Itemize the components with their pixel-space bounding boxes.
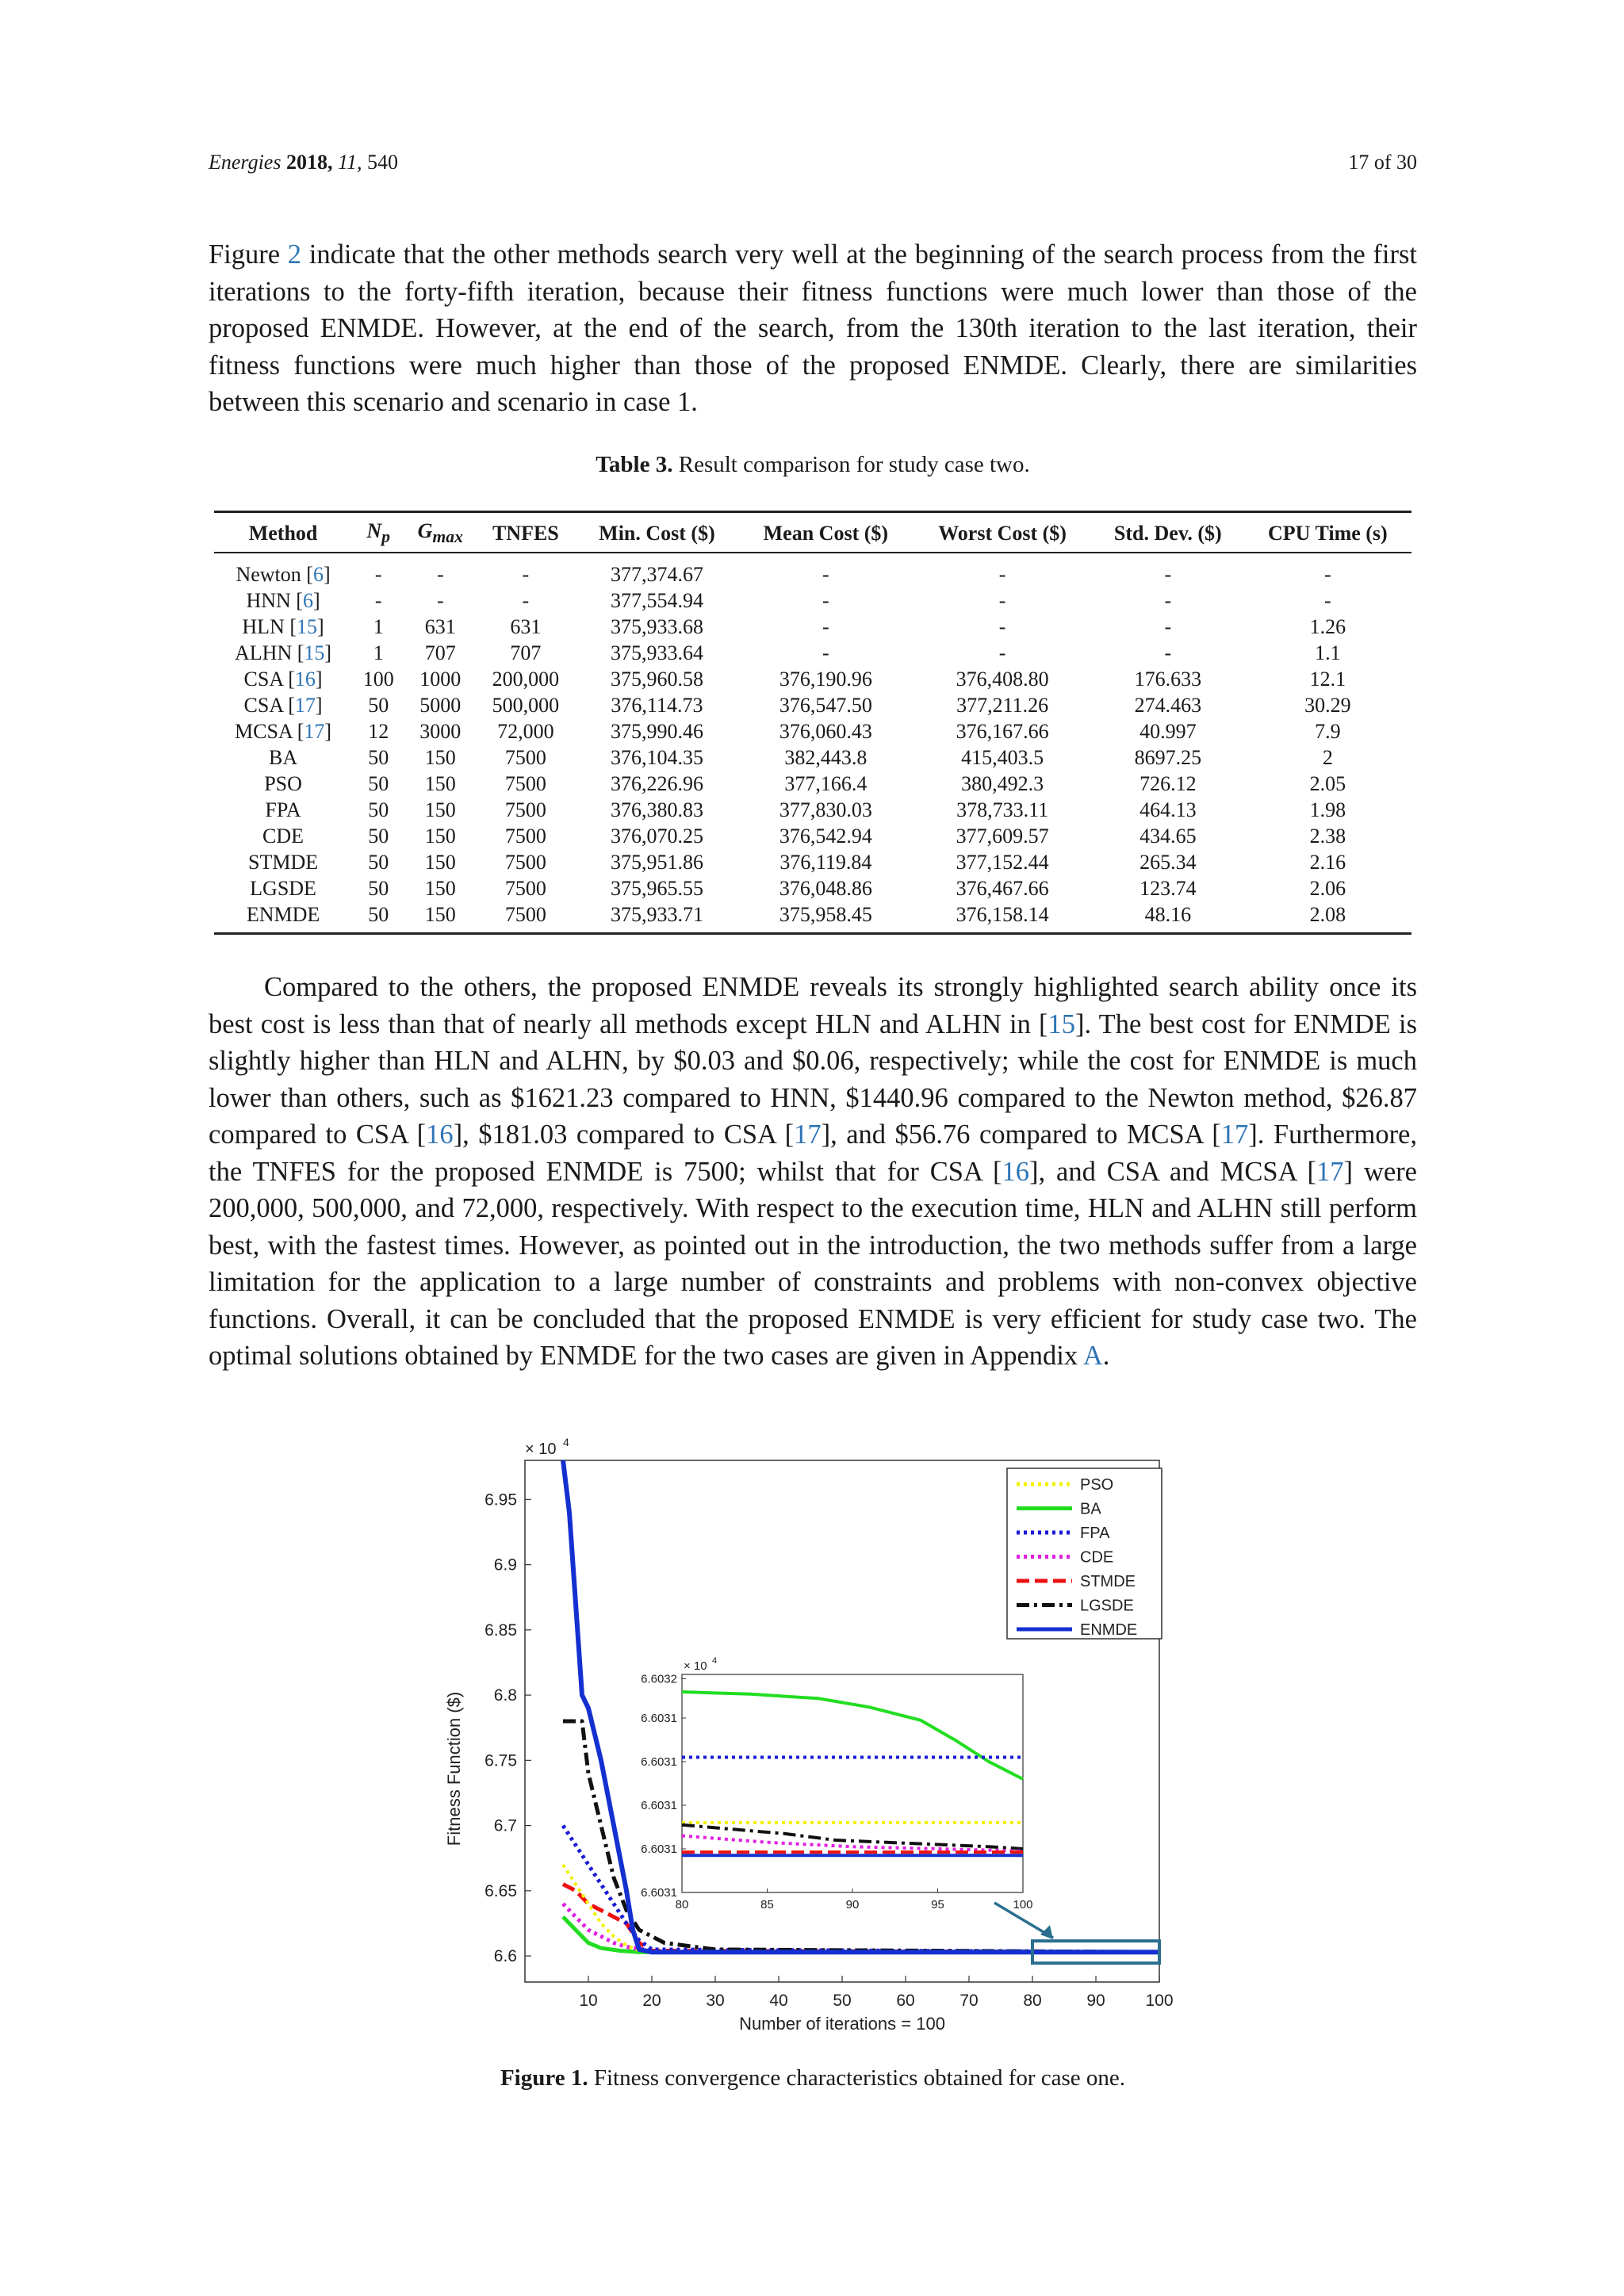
- table-cell: 434.65: [1139, 824, 1197, 848]
- table-cell: 378,733.11: [956, 798, 1049, 821]
- table-cell: -: [436, 562, 444, 586]
- cell-method: FPA: [265, 798, 301, 821]
- table-cell: 377,166.4: [784, 771, 868, 795]
- table-cell: 30.29: [1304, 693, 1351, 717]
- table-caption: Table 3. Result comparison for study case two.: [596, 452, 1030, 477]
- y-axis-label: Fitness Function ($): [444, 1691, 464, 1846]
- table-cell: 50: [368, 771, 389, 795]
- x-tick-label: 30: [706, 1992, 725, 2010]
- x-tick-label: 60: [896, 1992, 915, 2010]
- x-tick-label: 10: [579, 1992, 598, 2010]
- x-tick-label: 40: [769, 1992, 788, 2010]
- citation-link[interactable]: 17: [1316, 1156, 1344, 1187]
- paragraph-text: ] were 200,000, 500,000, and 72,000, respectively. With respect to the execution time, HLN and ALHN still perform best, with the fastest times. However, as pointed out in the introduction, the two methods suffer from a large limitation for the application to a large number of constraints and problems with non-convex objective functions. Overall, it can be concluded that the proposed ENMDE is very efficient for study case two. The optimal solutions obtained by ENMDE for the two cases are given in Appendix: [209, 1156, 1417, 1371]
- inset-multiplier: × 10: [684, 1659, 707, 1673]
- table-cell: -: [522, 588, 530, 612]
- table-cell: -: [822, 614, 829, 638]
- citation-link[interactable]: 17: [794, 1119, 822, 1150]
- table-cell: 380,492.3: [961, 771, 1044, 795]
- table-cell: 376,070.25: [610, 824, 703, 848]
- table-cell: 1.98: [1309, 798, 1346, 821]
- inset-y-tick-label: 6.6031: [641, 1843, 677, 1856]
- table-row: [214, 587, 1411, 614]
- table-row: [214, 849, 1411, 875]
- page-header: [209, 151, 1417, 182]
- cell-method: Newton [6]: [236, 562, 331, 586]
- inset-y-tick-label: 6.6031: [641, 1755, 677, 1769]
- table-cell: -: [436, 588, 444, 612]
- table-cell: 8697.25: [1134, 745, 1202, 769]
- table-cell: 2.38: [1309, 824, 1346, 848]
- table-cell: 50: [352, 901, 404, 934]
- col-tnfes: TNFES: [476, 512, 575, 553]
- paragraph-text: ], and CSA and MCSA [: [1028, 1156, 1317, 1187]
- table-cell: -: [1324, 588, 1331, 612]
- table-cell: 12: [368, 719, 389, 743]
- table-cell: -: [998, 641, 1006, 664]
- series-line-cde: [563, 1904, 1159, 1952]
- citation-link[interactable]: 15: [304, 641, 325, 664]
- paragraph-text: ], and $56.76 compared to MCSA [: [821, 1119, 1221, 1150]
- cell-method: CSA [16]: [243, 667, 323, 691]
- table-cell: 375,990.46: [610, 719, 703, 743]
- table-cell: 100: [362, 667, 394, 691]
- col-gmax: $G_{max}$: [404, 512, 476, 553]
- legend-label: ENMDE: [1080, 1621, 1138, 1639]
- table-cell: -: [1164, 614, 1172, 638]
- table-row: [214, 901, 1411, 934]
- table-cell: 707: [510, 641, 542, 664]
- table-cell: 50: [368, 745, 389, 769]
- col-cpu-time: CPU Time (s): [1244, 512, 1411, 553]
- result-table: [214, 511, 1411, 935]
- x-tick-label: 70: [959, 1992, 979, 2010]
- col-worst-cost: Worst Cost ($): [913, 512, 1092, 553]
- table-cell: 7500: [504, 876, 546, 900]
- table-cell: 1.1: [1315, 641, 1341, 664]
- citation-link[interactable]: 16: [426, 1119, 454, 1150]
- y-multiplier: × 10: [525, 1441, 557, 1458]
- table-cell: 377,830.03: [779, 798, 872, 821]
- table-cell: 123.74: [1139, 876, 1197, 900]
- table-cell: 376,060.43: [779, 719, 872, 743]
- cell-method: PSO: [264, 771, 302, 795]
- table-cell: 415,403.5: [961, 745, 1044, 769]
- legend-label: FPA: [1080, 1525, 1110, 1542]
- citation-link[interactable]: 2: [287, 239, 302, 270]
- table-cell: 150: [424, 798, 456, 821]
- table-cell: 2.08: [1244, 901, 1411, 934]
- y-tick-label: 6.6: [493, 1947, 517, 1966]
- inset-x-tick-label: 80: [675, 1898, 689, 1911]
- paragraph-text: ], $181.03 compared to CSA [: [453, 1119, 795, 1150]
- table-cell: 1.26: [1309, 614, 1346, 638]
- table-cell: 1: [373, 614, 384, 638]
- x-tick-label: 50: [833, 1992, 852, 2010]
- table-cell: 376,542.94: [779, 824, 872, 848]
- table-cell: 707: [424, 641, 456, 664]
- table-cell: 377,609.57: [956, 824, 1049, 848]
- cell-method: ENMDE: [214, 901, 352, 934]
- inset-plot-area: [682, 1674, 1023, 1892]
- table-row: [214, 666, 1411, 692]
- table-cell: 2.16: [1309, 850, 1346, 874]
- citation-link[interactable]: 16: [294, 667, 316, 691]
- table-cell: 376,467.66: [956, 876, 1049, 900]
- inset-x-tick-label: 95: [931, 1898, 944, 1911]
- table-cell: -: [374, 588, 382, 612]
- table-row: [214, 797, 1411, 823]
- table-cell: -: [822, 641, 829, 664]
- table-cell: 631: [510, 614, 542, 638]
- x-tick-label: 20: [642, 1992, 661, 2010]
- table-cell: 726.12: [1139, 771, 1197, 795]
- paragraph-text: ]. Furthermore, the TNFES for the proposed ENMDE is 7500; whilst that for CSA [: [209, 1119, 1417, 1187]
- y-tick-label: 6.8: [493, 1686, 517, 1705]
- citation-link[interactable]: 6: [302, 588, 313, 612]
- table-cell: 7500: [476, 901, 575, 934]
- table-cell: 376,547.50: [779, 693, 872, 717]
- col-min-cost: Min. Cost ($): [576, 512, 739, 553]
- table-cell: 7500: [504, 745, 546, 769]
- table-cell: 48.16: [1092, 901, 1244, 934]
- paragraph-text: ]. The best cost for ENMDE is slightly higher than HLN and ALHN, by $0.03 and $0.06, respectively; while the cost for ENMDE is much lower than others, such as $1621.23 compared to HNN, $1440.96 compared to the Newton method, $26.87 compared to CSA [: [209, 1008, 1418, 1150]
- table-cell: 375,960.58: [610, 667, 703, 691]
- legend-label: LGSDE: [1080, 1597, 1134, 1615]
- table-row: [214, 875, 1411, 901]
- citation-link[interactable]: A: [1082, 1341, 1103, 1371]
- table-cell: 72,000: [497, 719, 554, 743]
- cell-method: ALHN [15]: [235, 641, 332, 664]
- table-cell: -: [822, 588, 829, 612]
- table-cell: -: [998, 562, 1006, 586]
- table-row: [214, 823, 1411, 849]
- table-cell: -: [374, 562, 382, 586]
- table-cell: 375,958.45: [738, 901, 913, 934]
- table-cell: 464.13: [1139, 798, 1197, 821]
- citation-link[interactable]: 6: [312, 562, 324, 586]
- figure-convergence: [444, 1436, 1189, 2045]
- inset-x-tick-label: 85: [760, 1898, 774, 1911]
- x-tick-label: 100: [1145, 1992, 1174, 2010]
- cell-method: BA: [268, 745, 298, 769]
- table-row: [214, 771, 1411, 797]
- legend-label: PSO: [1080, 1476, 1114, 1494]
- table-row: [214, 640, 1411, 666]
- y-tick-label: 6.95: [485, 1490, 517, 1510]
- legend-label: STMDE: [1080, 1573, 1136, 1590]
- figure-caption: Figure 1. Fitness convergence characteristics obtained for case one.: [500, 2065, 1126, 2091]
- page-number: 17 of 30: [1348, 151, 1417, 174]
- citation-link[interactable]: 15: [1048, 1008, 1075, 1039]
- col-np: $N_p$: [352, 512, 404, 553]
- table-cell: 150: [424, 745, 456, 769]
- table-cell: 50: [368, 824, 389, 848]
- cell-method: HLN [15]: [242, 614, 324, 638]
- table-cell: 150: [424, 824, 456, 848]
- table-cell: -: [1324, 562, 1331, 586]
- inset-y-tick-label: 6.6031: [641, 1712, 677, 1725]
- table-cell: 377,554.94: [610, 588, 703, 612]
- table-cell: 50: [368, 876, 389, 900]
- table-cell: 150: [424, 850, 456, 874]
- inset-x-tick-label: 90: [845, 1898, 860, 1911]
- inset-multiplier-exp: 4: [712, 1656, 718, 1666]
- table-cell: -: [522, 562, 530, 586]
- cell-method: STMDE: [247, 850, 319, 874]
- table-cell: 377,211.26: [956, 693, 1049, 717]
- table-cell: 376,408.80: [956, 667, 1049, 691]
- table-cell: 40.997: [1139, 719, 1197, 743]
- table-cell: 377,374.67: [610, 562, 703, 586]
- y-multiplier-exp: 4: [563, 1436, 569, 1448]
- x-axis-label: Number of iterations = 100: [739, 2014, 945, 2034]
- table-cell: 176.633: [1134, 667, 1202, 691]
- series-line-ba: [563, 1917, 1159, 1952]
- table-cell: 7500: [504, 850, 546, 874]
- convergence-chart: [444, 1436, 1189, 2045]
- table-header-row: [214, 512, 1411, 553]
- cell-method: CSA [17]: [243, 693, 323, 717]
- table-cell: -: [822, 562, 829, 586]
- table-cell: 375,965.55: [610, 876, 703, 900]
- table-cell: 376,048.86: [779, 876, 872, 900]
- table-cell: 7500: [504, 824, 546, 848]
- table-cell: -: [998, 588, 1006, 612]
- table-cell: 376,190.96: [779, 667, 872, 691]
- table-cell: 265.34: [1139, 850, 1197, 874]
- citation-link[interactable]: 17: [1220, 1119, 1249, 1150]
- table-cell: 5000: [419, 693, 462, 717]
- inset-y-tick-label: 6.6031: [641, 1799, 677, 1812]
- table-cell: 376,226.96: [610, 771, 703, 795]
- table-cell: 375,933.71: [576, 901, 739, 934]
- cell-method: MCSA [17]: [234, 719, 332, 743]
- legend-label: CDE: [1080, 1548, 1114, 1567]
- table-cell: 382,443.8: [784, 745, 868, 769]
- inset-y-tick-label: 6.6031: [641, 1886, 677, 1900]
- y-tick-label: 6.9: [493, 1556, 517, 1575]
- table-cell: 7500: [504, 798, 546, 821]
- journal-citation: Energies 2018, 11, 540: [209, 151, 399, 174]
- table-cell: 12.1: [1309, 667, 1346, 691]
- table-cell: 50: [368, 693, 389, 717]
- citation-link[interactable]: 17: [294, 693, 316, 717]
- table-cell: 1000: [419, 667, 462, 691]
- table-cell: 150: [424, 771, 456, 795]
- table-cell: 375,951.86: [610, 850, 703, 874]
- col-std-dev: Std. Dev. ($): [1092, 512, 1244, 553]
- table-cell: -: [1164, 588, 1172, 612]
- x-tick-label: 80: [1023, 1992, 1042, 2010]
- table-cell: 376,119.84: [779, 850, 872, 874]
- col-method: Method: [214, 512, 352, 553]
- table-row: [214, 614, 1411, 640]
- y-tick-label: 6.65: [485, 1881, 517, 1900]
- table-cell: 375,933.68: [610, 614, 703, 638]
- col-mean-cost: Mean Cost ($): [738, 512, 913, 553]
- table-cell: -: [1164, 562, 1172, 586]
- table-cell: 7.9: [1315, 719, 1341, 743]
- y-tick-label: 6.7: [493, 1816, 517, 1835]
- table-row: [214, 692, 1411, 718]
- table-cell: 7500: [504, 771, 546, 795]
- table-row: [214, 718, 1411, 744]
- citation-link[interactable]: 17: [304, 719, 325, 743]
- inset-y-tick-label: 6.6032: [641, 1672, 677, 1686]
- paragraph-text: Compared to the others, the proposed ENMDE reveals its strongly highlighted search ability once its best cost is less than that of nearly all methods except HLN and ALHN in [: [209, 972, 1417, 1039]
- paragraph-comparison: [209, 969, 1417, 1375]
- cell-method: LGSDE: [250, 876, 316, 900]
- table-cell: 376,167.66: [956, 719, 1049, 743]
- table-row: [214, 553, 1411, 587]
- table-cell: 375,933.64: [610, 641, 703, 664]
- citation-link[interactable]: 16: [1002, 1156, 1029, 1187]
- table-cell: -: [1164, 641, 1172, 664]
- table-cell: 376,380.83: [610, 798, 703, 821]
- table-cell: 500,000: [492, 693, 560, 717]
- table-cell: 1: [373, 641, 384, 664]
- table-cell: 274.463: [1134, 693, 1202, 717]
- table-cell: 150: [404, 901, 476, 934]
- cell-method: HNN [6]: [246, 588, 320, 612]
- paragraph-intro: [209, 236, 1417, 421]
- table-cell: 200,000: [492, 667, 560, 691]
- table-cell: 50: [368, 798, 389, 821]
- y-tick-label: 6.75: [485, 1751, 517, 1770]
- table-cell: 377,152.44: [956, 850, 1049, 874]
- table-cell: 376,158.14: [913, 901, 1092, 934]
- x-tick-label: 90: [1086, 1992, 1105, 2010]
- y-tick-label: 6.85: [485, 1621, 517, 1640]
- table-cell: 631: [424, 614, 456, 638]
- table-cell: 50: [368, 850, 389, 874]
- cell-method: CDE: [262, 824, 304, 848]
- table-row: [214, 744, 1411, 771]
- paragraph-text: Figure: [209, 239, 288, 270]
- table-cell: 2.06: [1309, 876, 1346, 900]
- table-cell: 2: [1322, 745, 1333, 769]
- table-cell: 376,114.73: [611, 693, 703, 717]
- table-cell: 150: [424, 876, 456, 900]
- table-cell: -: [998, 614, 1006, 638]
- table-cell: 3000: [419, 719, 462, 743]
- table-cell: 376,104.35: [610, 745, 703, 769]
- citation-link[interactable]: 15: [297, 614, 318, 638]
- legend-label: BA: [1080, 1500, 1101, 1518]
- paragraph-text: .: [1102, 1341, 1110, 1371]
- inset-x-tick-label: 100: [1013, 1898, 1033, 1911]
- paragraph-text: indicate that the other methods search very well at the beginning of the search process from the first iterations to the forty-fifth iteration, because their fitness functions were much lower than those of the proposed ENMDE. However, at the end of the search, from the 130th iteration to the last iteration, their fitness functions were much higher than those of the proposed ENMDE. Clearly, there are similarities between this scenario and scenario in case 1.: [209, 239, 1417, 417]
- table-cell: 2.05: [1309, 771, 1346, 795]
